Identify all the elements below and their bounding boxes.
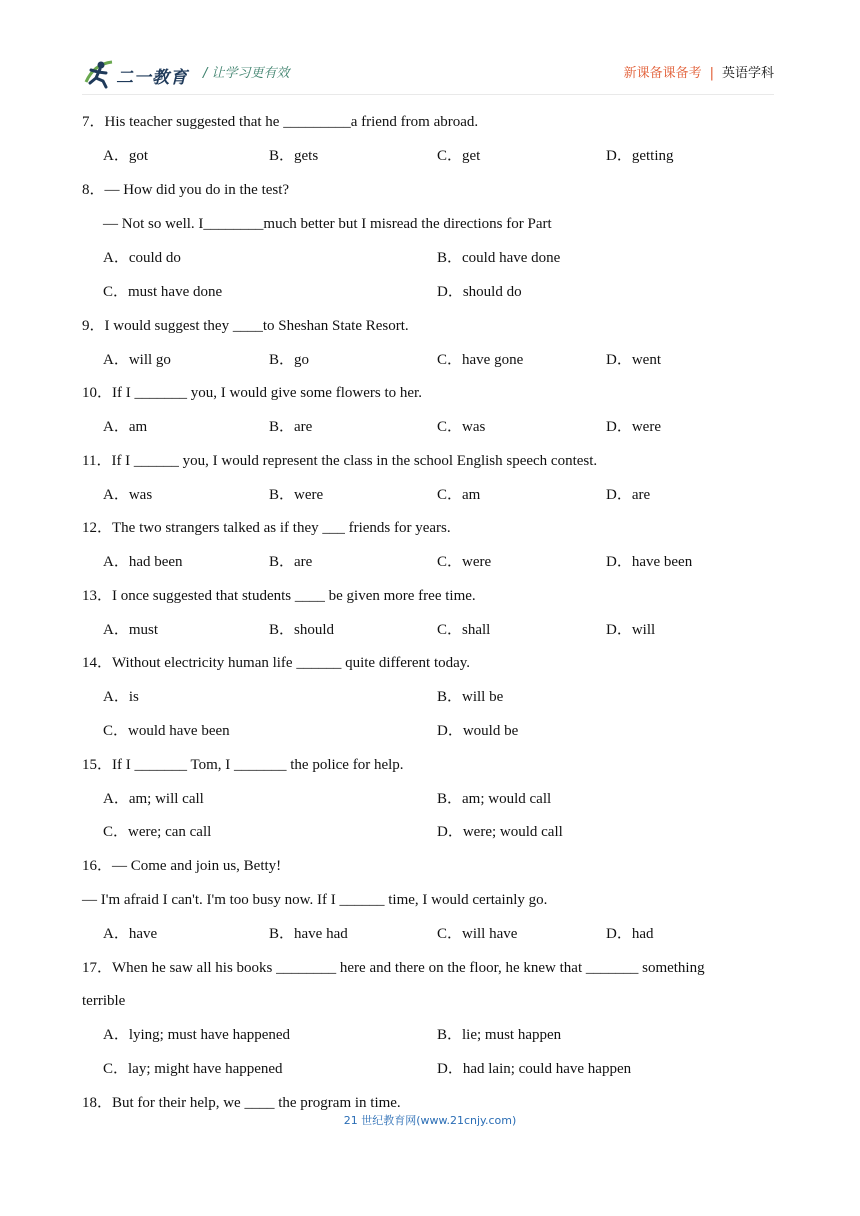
q14-option-d[interactable]: D．would be — [437, 723, 519, 739]
header-right — [624, 62, 774, 81]
question-7: 7．His teacher suggested that he _________a friend from abroad. — [82, 114, 479, 130]
q8-option-a[interactable]: A．could do — [103, 250, 181, 266]
q12-option-c[interactable]: C．were — [437, 554, 492, 570]
q11-option-b[interactable]: B．were — [269, 487, 324, 503]
q13-option-c[interactable]: C．shall — [437, 622, 491, 638]
q15-option-b[interactable]: B．am; would call — [437, 791, 552, 807]
q10-option-c[interactable]: C．was — [437, 419, 486, 435]
q16-option-c[interactable]: C．will have — [437, 926, 518, 942]
q9-option-c[interactable]: C．have gone — [437, 352, 524, 368]
q11-option-c[interactable]: C．am — [437, 487, 481, 503]
q13-option-a[interactable]: A．must — [103, 622, 159, 638]
q17-option-a[interactable]: A．lying; must have happened — [103, 1027, 291, 1043]
q14-option-c[interactable]: C．would have been — [103, 723, 230, 739]
q15-option-d[interactable]: D．were; would call — [437, 824, 563, 840]
q8-option-b[interactable]: B．could have done — [437, 250, 561, 266]
q17-option-d[interactable]: D．had lain; could have happen — [437, 1061, 632, 1077]
q17-option-b[interactable]: B．lie; must happen — [437, 1027, 562, 1043]
q15-option-a[interactable]: A．am; will call — [103, 791, 204, 807]
header-divider — [82, 94, 774, 95]
q15-option-c[interactable]: C．were; can call — [103, 824, 212, 840]
q13-option-d[interactable]: D．will — [606, 622, 656, 638]
q7-option-c[interactable]: C．get — [437, 148, 481, 164]
q9-option-b[interactable]: B．go — [269, 352, 310, 368]
q17-option-c[interactable]: C．lay; might have happened — [103, 1061, 283, 1077]
q12-option-a[interactable]: A．had been — [103, 554, 183, 570]
question-12: 12．The two strangers talked as if they ___ friends for years. — [82, 520, 451, 536]
q16-option-d[interactable]: D．had — [606, 926, 654, 942]
q12-option-d[interactable]: D．have been — [606, 554, 693, 570]
question-10: 10．If I _______ you, I would give some flowers to her. — [82, 385, 422, 401]
q8-option-c[interactable]: C．must have done — [103, 284, 223, 300]
q11-option-a[interactable]: A．was — [103, 487, 153, 503]
q14-option-b[interactable]: B．will be — [437, 689, 504, 705]
q10-option-b[interactable]: B．are — [269, 419, 313, 435]
question-15: 15．If I _______ Tom, I _______ the police for help. — [82, 757, 404, 773]
q7-option-d[interactable]: D．getting — [606, 148, 674, 164]
q10-option-d[interactable]: D．were — [606, 419, 661, 435]
question-16-dialog: — I'm afraid I can't. I'm too busy now. If I ______ time, I would certainly go. — [82, 892, 548, 908]
question-17: 17．When he saw all his books ________ here and there on the floor, he knew that _______ something — [82, 960, 705, 976]
question-8: 8．— How did you do in the test? — [82, 182, 290, 198]
q12-option-b[interactable]: B．are — [269, 554, 313, 570]
q7-option-a[interactable]: A．got — [103, 148, 149, 164]
header-separator: | — [709, 66, 714, 81]
subject-label: 英语学科 — [721, 66, 774, 81]
logo-text: 二一教育 — [116, 68, 188, 88]
question-13: 13．I once suggested that students ____ be given more free time. — [82, 588, 476, 604]
logo — [82, 56, 192, 90]
slogan: / 让学习更有效 — [203, 66, 290, 81]
q10-option-a[interactable]: A．am — [103, 419, 148, 435]
q16-option-b[interactable]: B．have had — [269, 926, 348, 942]
question-17-continued: terrible — [82, 993, 126, 1009]
q7-option-b[interactable]: B．gets — [269, 148, 319, 164]
question-9: 9．I would suggest they ____to Sheshan State Resort. — [82, 318, 409, 334]
question-8-dialog: — Not so well. I________much better but I misread the directions for Part — [103, 216, 552, 232]
q16-option-a[interactable]: A．have — [103, 926, 158, 942]
q9-option-d[interactable]: D．went — [606, 352, 661, 368]
page-footer[interactable]: 21 世纪教育网(www.21cnjy.com) — [343, 1114, 517, 1127]
question-18: 18．But for their help, we ____ the program in time. — [82, 1095, 401, 1111]
question-11: 11．If I ______ you, I would represent the class in the school English speech contest. — [82, 453, 598, 469]
q14-option-a[interactable]: A．is — [103, 689, 139, 705]
q11-option-d[interactable]: D．are — [606, 487, 651, 503]
runner-logo-icon — [82, 56, 116, 90]
question-16: 16．— Come and join us, Betty! — [82, 858, 282, 874]
page-header — [82, 54, 774, 94]
q13-option-b[interactable]: B．should — [269, 622, 335, 638]
question-14: 14．Without electricity human life ______ quite different today. — [82, 655, 471, 671]
q9-option-a[interactable]: A．will go — [103, 352, 171, 368]
q8-option-d[interactable]: D．should do — [437, 284, 522, 300]
course-label: 新课备课备考 — [623, 66, 702, 81]
